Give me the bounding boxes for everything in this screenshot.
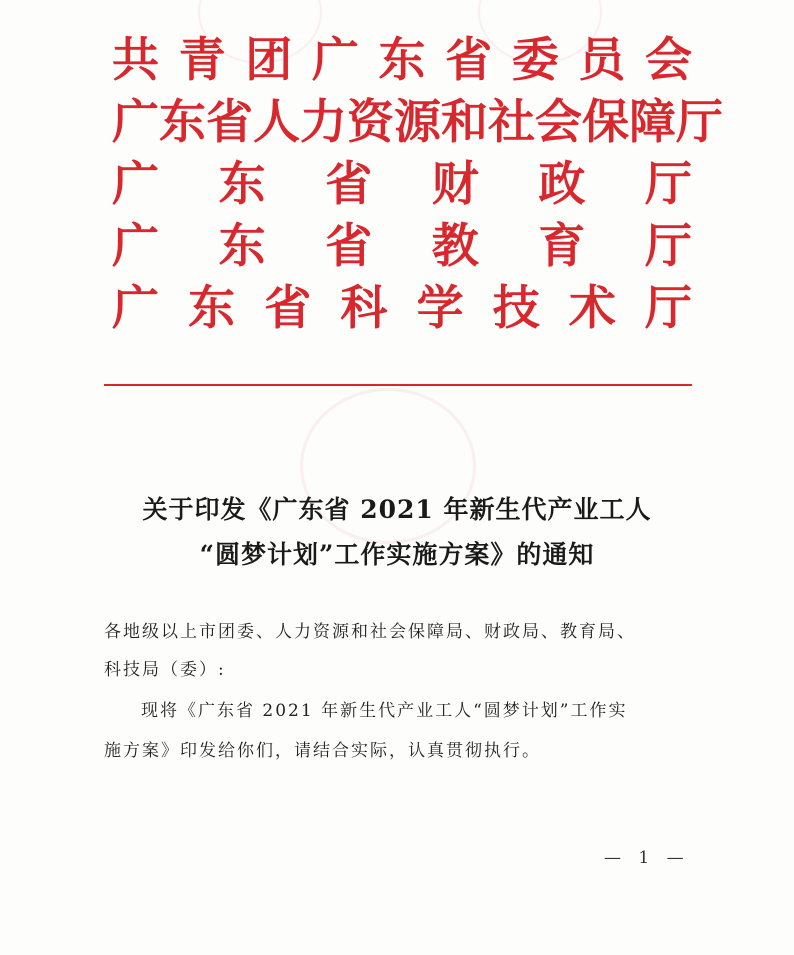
header-char: 厅	[676, 95, 723, 150]
header-char: 广	[112, 281, 159, 336]
header-char: 社	[488, 95, 535, 150]
header-char: 育	[538, 219, 586, 274]
header-line-3	[112, 154, 692, 216]
addressee-line-1: 各地级以上市团委、人力资源和社会保障局、财政局、教育局、	[104, 622, 636, 642]
header-char: 省	[325, 219, 373, 274]
header-char: 财	[431, 157, 479, 212]
header-char: 资	[347, 95, 394, 150]
header-char: 力	[300, 95, 347, 150]
header-line-5	[112, 278, 692, 340]
header-char: 省	[325, 157, 373, 212]
addressee-line-2: 科技局（委）:	[104, 660, 226, 680]
header-char: 共	[112, 33, 159, 88]
header-char: 保	[582, 95, 629, 150]
header-char: 源	[394, 95, 441, 150]
header-char: 教	[431, 219, 479, 274]
header-divider	[104, 384, 692, 386]
header-char: 省	[206, 95, 253, 150]
header-char: 技	[492, 281, 540, 336]
header-char: 人	[253, 95, 300, 150]
header-char: 会	[645, 33, 692, 88]
header-char: 东	[188, 281, 236, 336]
header-char: 省	[445, 33, 493, 88]
document-title-line-1: 关于印发《广东省 2021 年新生代产业工人	[142, 495, 652, 524]
page-number: — 1 —	[604, 848, 690, 868]
header-line-1	[112, 30, 692, 92]
header-char: 障	[629, 95, 676, 150]
header-char: 东	[378, 33, 426, 88]
header-char: 学	[416, 281, 464, 336]
header-char: 厅	[644, 157, 692, 212]
header-char: 术	[568, 281, 616, 336]
body-text-line-2: 施方案》印发给你们，请结合实际，认真贯彻执行。	[104, 741, 541, 761]
header-char: 和	[441, 95, 488, 150]
header-char: 政	[538, 157, 586, 212]
header-char: 员	[578, 33, 626, 88]
header-char: 青	[178, 33, 226, 88]
header-char: 东	[159, 95, 206, 150]
header-char: 东	[218, 157, 266, 212]
header-line-4	[112, 216, 692, 278]
issuing-organizations-header	[112, 30, 723, 340]
header-char: 东	[218, 219, 266, 274]
header-char: 团	[245, 33, 293, 88]
header-char: 科	[340, 281, 388, 336]
header-char: 委	[511, 33, 559, 88]
header-line-2	[112, 92, 723, 154]
body-text-line-1: 现将《广东省 2021 年新生代产业工人“圆梦计划”工作实	[141, 701, 628, 721]
header-char: 广	[112, 157, 159, 212]
header-char: 广	[112, 219, 159, 274]
header-char: 广	[311, 33, 359, 88]
header-char: 厅	[644, 219, 692, 274]
header-char: 省	[264, 281, 312, 336]
header-char: 厅	[644, 281, 692, 336]
header-char: 会	[535, 95, 582, 150]
document-title-line-2: “圆梦计划”工作实施方案》的通知	[199, 540, 595, 569]
header-char: 广	[112, 95, 159, 150]
